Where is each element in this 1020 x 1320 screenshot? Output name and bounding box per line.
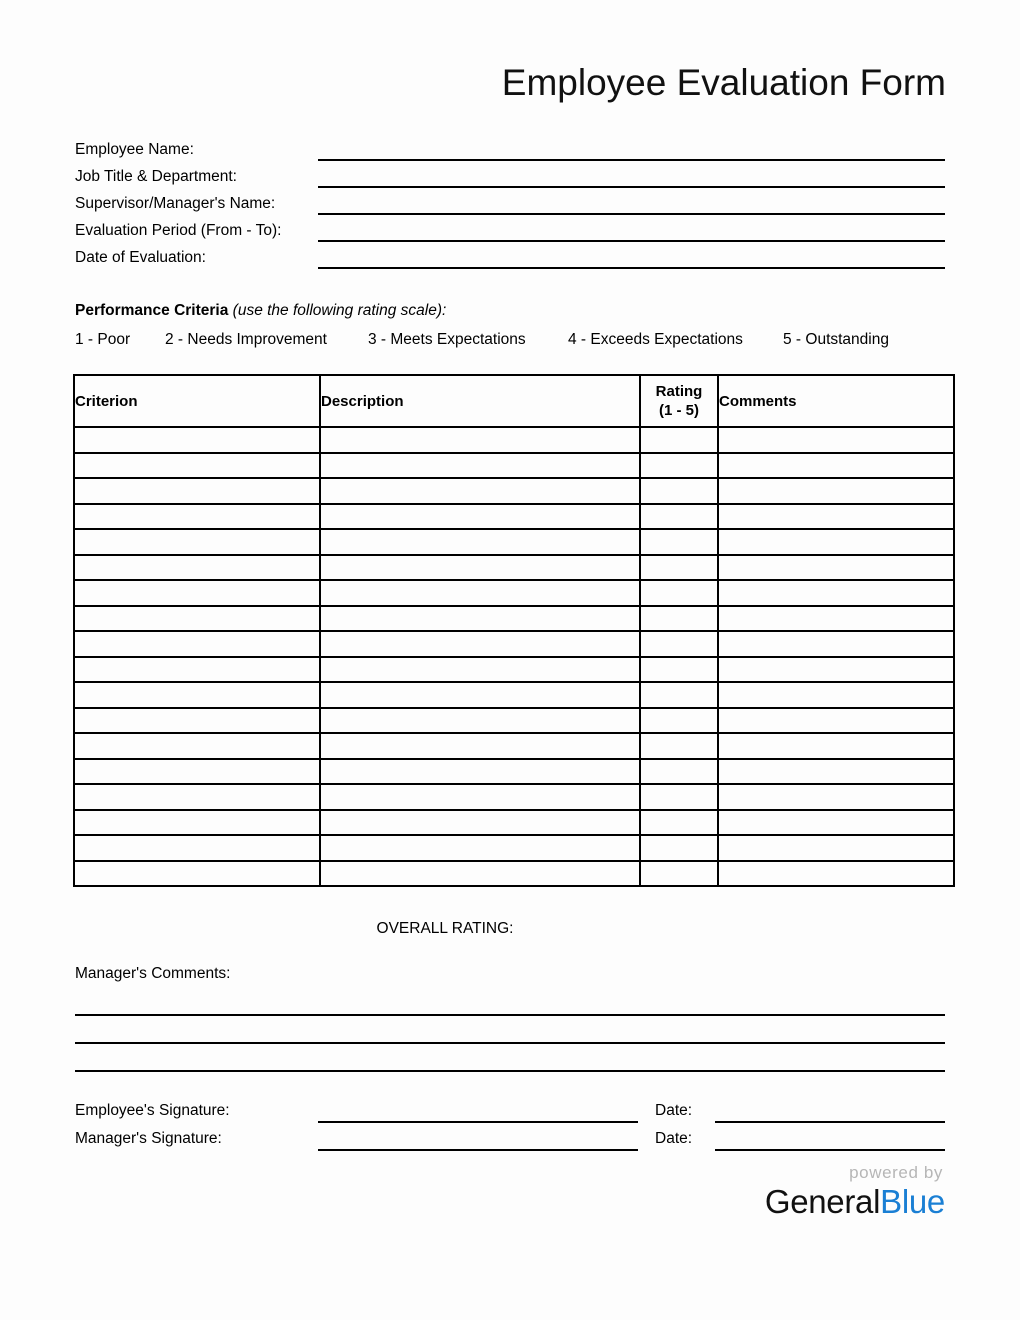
criterion-cell[interactable] xyxy=(74,453,320,479)
description-cell[interactable] xyxy=(320,631,640,657)
criterion-cell[interactable] xyxy=(74,580,320,606)
table-row xyxy=(74,708,954,734)
table-row xyxy=(74,504,954,530)
table-row xyxy=(74,631,954,657)
criterion-cell[interactable] xyxy=(74,427,320,453)
description-cell[interactable] xyxy=(320,810,640,836)
manager-comments-label: Manager's Comments: xyxy=(75,965,231,982)
rating-cell[interactable] xyxy=(640,580,718,606)
description-cell[interactable] xyxy=(320,580,640,606)
table-row xyxy=(74,657,954,683)
employee-signature-date-label: Date: xyxy=(655,1102,693,1119)
rating-cell[interactable] xyxy=(640,682,718,708)
evaluation-period-input-line[interactable] xyxy=(318,240,945,242)
table-row xyxy=(74,784,954,810)
table-row xyxy=(74,478,954,504)
description-cell[interactable] xyxy=(320,606,640,632)
table-row xyxy=(74,759,954,785)
employee-name-input-line[interactable] xyxy=(318,159,945,161)
criterion-cell[interactable] xyxy=(74,504,320,530)
criterion-cell[interactable] xyxy=(74,810,320,836)
rating-scale-item-4: 4 - Exceeds Expectations xyxy=(568,331,743,348)
info-row xyxy=(75,166,955,193)
manager-comments-line-1[interactable] xyxy=(75,1014,945,1016)
evaluation-period-label: Evaluation Period (From - To): xyxy=(75,222,282,239)
column-header-description: Description xyxy=(320,375,640,427)
comments-cell[interactable] xyxy=(718,580,954,606)
criterion-cell[interactable] xyxy=(74,835,320,861)
criterion-cell[interactable] xyxy=(74,759,320,785)
comments-cell[interactable] xyxy=(718,657,954,683)
comments-cell[interactable] xyxy=(718,784,954,810)
description-cell[interactable] xyxy=(320,835,640,861)
rating-cell[interactable] xyxy=(640,784,718,810)
column-header-criterion: Criterion xyxy=(74,375,320,427)
description-cell[interactable] xyxy=(320,453,640,479)
overall-rating-label: OVERALL RATING: xyxy=(376,920,514,937)
description-cell[interactable] xyxy=(320,759,640,785)
rating-cell[interactable] xyxy=(640,427,718,453)
comments-cell[interactable] xyxy=(718,708,954,734)
manager-signature-date-label: Date: xyxy=(655,1130,693,1147)
generalblue-logo xyxy=(0,1163,945,1220)
description-cell[interactable] xyxy=(320,682,640,708)
manager-signature-input-line[interactable] xyxy=(318,1149,638,1151)
comments-cell[interactable] xyxy=(718,631,954,657)
supervisor-name-input-line[interactable] xyxy=(318,213,945,215)
table-row xyxy=(74,606,954,632)
criterion-cell[interactable] xyxy=(74,606,320,632)
criterion-cell[interactable] xyxy=(74,631,320,657)
manager-signature-date-input-line[interactable] xyxy=(715,1149,945,1151)
rating-cell[interactable] xyxy=(640,529,718,555)
criterion-cell[interactable] xyxy=(74,682,320,708)
logo-wordmark xyxy=(0,1184,945,1220)
logo-general-text: General xyxy=(764,1183,881,1220)
performance-criteria-title: Performance Criteria xyxy=(75,302,229,319)
criterion-cell[interactable] xyxy=(74,555,320,581)
comments-cell[interactable] xyxy=(718,606,954,632)
description-cell[interactable] xyxy=(320,861,640,887)
manager-signature-label: Manager's Signature: xyxy=(75,1130,222,1147)
table-header xyxy=(74,375,954,427)
rating-cell[interactable] xyxy=(640,631,718,657)
description-cell[interactable] xyxy=(320,529,640,555)
employee-signature-input-line[interactable] xyxy=(318,1121,638,1123)
table-row xyxy=(74,427,954,453)
job-title-department-label: Job Title & Department: xyxy=(75,168,237,185)
comments-cell[interactable] xyxy=(718,555,954,581)
manager-comments-line-2[interactable] xyxy=(75,1042,945,1044)
date-of-evaluation-input-line[interactable] xyxy=(318,267,945,269)
manager-comments-line-3[interactable] xyxy=(75,1070,945,1072)
description-cell[interactable] xyxy=(320,708,640,734)
info-row xyxy=(75,139,955,166)
performance-criteria-table xyxy=(73,374,955,887)
logo-powered-by-text: powered by xyxy=(849,1163,943,1182)
table-row xyxy=(74,555,954,581)
table-row xyxy=(74,733,954,759)
rating-cell[interactable] xyxy=(640,606,718,632)
employee-signature-date-input-line[interactable] xyxy=(715,1121,945,1123)
table-row xyxy=(74,810,954,836)
table-row xyxy=(74,861,954,887)
logo-blue-text: Blue xyxy=(880,1183,945,1220)
info-row xyxy=(75,220,955,247)
rating-cell[interactable] xyxy=(640,861,718,887)
rating-cell[interactable] xyxy=(640,810,718,836)
criterion-cell[interactable] xyxy=(74,657,320,683)
description-cell[interactable] xyxy=(320,504,640,530)
table-row xyxy=(74,529,954,555)
rating-scale-item-3: 3 - Meets Expectations xyxy=(368,331,526,348)
table-row xyxy=(74,682,954,708)
comments-cell[interactable] xyxy=(718,810,954,836)
employee-name-label: Employee Name: xyxy=(75,141,194,158)
table-row xyxy=(74,580,954,606)
employee-info-section xyxy=(75,139,955,274)
page-title: Employee Evaluation Form xyxy=(501,62,946,103)
column-header-comments: Comments xyxy=(718,375,954,427)
comments-cell[interactable] xyxy=(718,759,954,785)
signature-row xyxy=(75,1128,955,1156)
rating-cell[interactable] xyxy=(640,657,718,683)
rating-cell[interactable] xyxy=(640,708,718,734)
info-row xyxy=(75,247,955,274)
comments-cell[interactable] xyxy=(718,733,954,759)
table-row xyxy=(74,453,954,479)
table-header-row xyxy=(74,375,954,427)
rating-cell[interactable] xyxy=(640,478,718,504)
criterion-cell[interactable] xyxy=(74,733,320,759)
rating-cell[interactable] xyxy=(640,453,718,479)
column-header-rating xyxy=(640,375,718,427)
job-title-department-input-line[interactable] xyxy=(318,186,945,188)
rating-scale-item-2: 2 - Needs Improvement xyxy=(165,331,327,348)
comments-cell[interactable] xyxy=(718,682,954,708)
rating-cell[interactable] xyxy=(640,759,718,785)
rating-scale-legend xyxy=(0,330,1020,352)
rating-cell[interactable] xyxy=(640,555,718,581)
rating-scale-item-5: 5 - Outstanding xyxy=(783,331,889,348)
criterion-cell[interactable] xyxy=(74,708,320,734)
description-cell[interactable] xyxy=(320,555,640,581)
rating-scale-item-1: 1 - Poor xyxy=(75,331,131,348)
supervisor-name-label: Supervisor/Manager's Name: xyxy=(75,195,276,212)
criterion-cell[interactable] xyxy=(74,784,320,810)
comments-cell[interactable] xyxy=(718,478,954,504)
rating-cell[interactable] xyxy=(640,733,718,759)
criterion-cell[interactable] xyxy=(74,478,320,504)
comments-cell[interactable] xyxy=(718,529,954,555)
column-header-rating-line1: Rating xyxy=(655,383,703,400)
table-row xyxy=(74,835,954,861)
comments-cell[interactable] xyxy=(718,453,954,479)
comments-cell[interactable] xyxy=(718,835,954,861)
comments-cell[interactable] xyxy=(718,504,954,530)
rating-scale-note: (use the following rating scale): xyxy=(232,302,447,319)
signature-row xyxy=(75,1100,955,1128)
table-body xyxy=(74,427,954,886)
criterion-cell[interactable] xyxy=(74,861,320,887)
rating-cell[interactable] xyxy=(640,835,718,861)
date-of-evaluation-label: Date of Evaluation: xyxy=(75,249,206,266)
signature-section xyxy=(75,1100,955,1156)
description-cell[interactable] xyxy=(320,657,640,683)
description-cell[interactable] xyxy=(320,478,640,504)
comments-cell[interactable] xyxy=(718,427,954,453)
performance-criteria-heading xyxy=(75,301,446,321)
description-cell[interactable] xyxy=(320,733,640,759)
criterion-cell[interactable] xyxy=(74,529,320,555)
description-cell[interactable] xyxy=(320,427,640,453)
column-header-rating-line2: (1 - 5) xyxy=(658,402,699,419)
comments-cell[interactable] xyxy=(718,861,954,887)
description-cell[interactable] xyxy=(320,784,640,810)
info-row xyxy=(75,193,955,220)
employee-signature-label: Employee's Signature: xyxy=(75,1102,230,1119)
rating-cell[interactable] xyxy=(640,504,718,530)
